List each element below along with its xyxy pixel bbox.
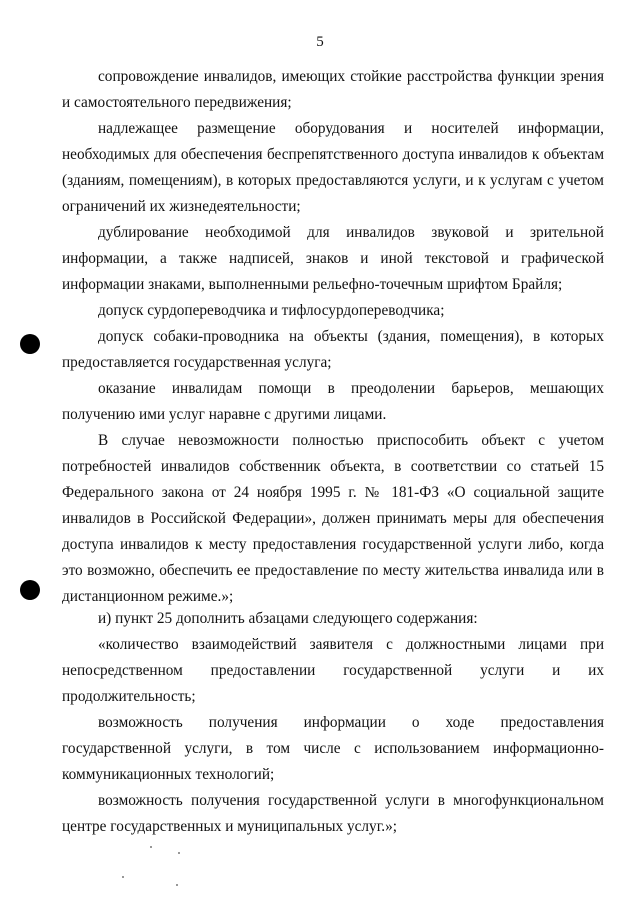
punch-hole-mark: [20, 580, 40, 600]
scan-speck: [122, 876, 124, 878]
paragraph-owner-measures: В случае невозможности полностью приспособить объект с учетом потребностей инвалидов собственник объекта, в соответствии со статьей 15 Федерального закона от 24 ноября 1995 г. № 181-ФЗ «О социальной защите инвалидов в Российской Федерации», должен принимать меры для обеспечения доступа инвалидов к месту предоставления государственной услуги либо, когда это возможно, обеспечить ее предоставление по месту жительства инвалида или в дистанционном режиме.»;: [62, 432, 604, 605]
scan-speck: [178, 852, 180, 854]
paragraph-guide-dog: допуск собаки-проводника на объекты (здания, помещения), в которых предоставляется государственная услуга;: [62, 328, 604, 371]
scan-speck: [150, 846, 152, 848]
paragraph-progress-information: возможность получения информации о ходе предоставления государственной услуги, в том числе с использованием информационно-коммуникационных технологий;: [62, 714, 604, 783]
paragraph-item-25: и) пункт 25 дополнить абзацами следующего содержания:: [98, 610, 478, 627]
paragraph-equipment-placement: надлежащее размещение оборудования и носителей информации, необходимых для обеспечения беспрепятственного доступа инвалидов к объектам (зданиям, помещениям), в которых предоставляются услуги, и к услугам с учетом ограничений их жизнедеятельности;: [62, 120, 604, 215]
paragraph-escort-visually-impaired: сопровождение инвалидов, имеющих стойкие расстройства функции зрения и самостоятельного передвижения;: [62, 68, 604, 111]
paragraph-interactions-count: «количество взаимодействий заявителя с должностными лицами при непосредственном предоставлении государственной услуги и их продолжительность;: [62, 636, 604, 705]
page-number: 5: [316, 34, 324, 50]
scan-speck: [176, 884, 178, 886]
paragraph-barrier-assistance: оказание инвалидам помощи в преодолении барьеров, мешающих получению ими услуг наравне с другими лицами.: [62, 380, 604, 423]
punch-hole-mark: [20, 334, 40, 354]
paragraph-multifunctional-center: возможность получения государственной услуги в многофункциональном центре государственных и муниципальных услуг.»;: [62, 792, 604, 835]
paragraph-sign-interpreter: допуск сурдопереводчика и тифлосурдопереводчика;: [98, 302, 445, 319]
paragraph-braille-duplication: дублирование необходимой для инвалидов звуковой и зрительной информации, а также надписей, знаков и иной текстовой и графической информации знаками, выполненными рельефно-точечным шрифтом Брайля;: [62, 224, 604, 293]
